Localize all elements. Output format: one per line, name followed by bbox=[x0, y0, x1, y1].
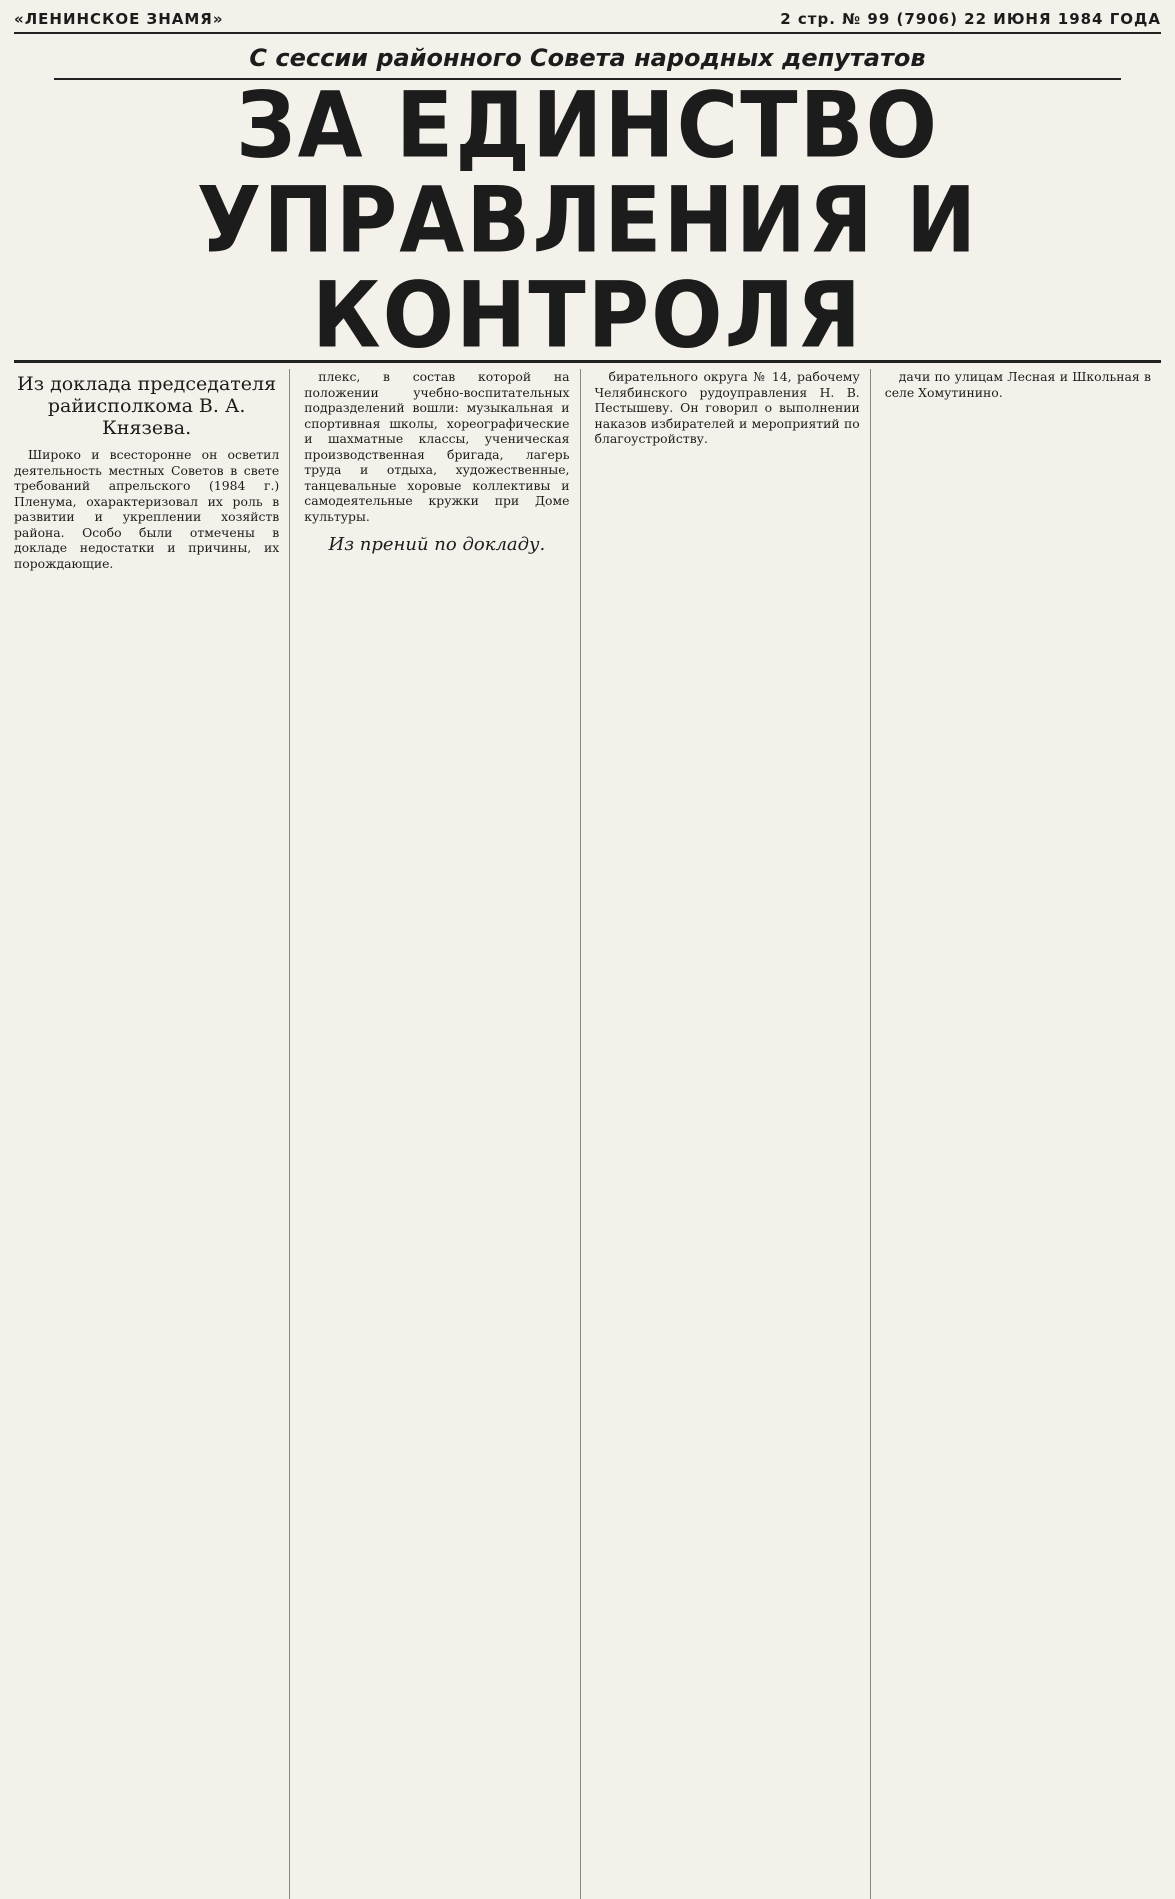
column-1 bbox=[14, 369, 290, 1899]
masthead bbox=[14, 10, 1161, 34]
column-2 bbox=[304, 369, 580, 1899]
report-subhead: Из доклада председателя райисполкома В. А. Князева. bbox=[17, 373, 277, 439]
column-4 bbox=[885, 369, 1161, 1899]
page-headline: ЗА ЕДИНСТВО УПРАВЛЕНИЯ И КОНТРОЛЯ bbox=[196, 72, 979, 368]
paper-name: «ЛЕНИНСКОЕ ЗНАМЯ» bbox=[14, 10, 224, 28]
column-2-text: плекс, в состав которой на положении учебно-воспитательных подразделений вошли: музыкальная и спортивная школы, хореографические и шахматные классы, ученическая производственная бригада, лагерь труда и отдыха, художественные, танцевальные хоровые коллективы и самодеятельные кружки при Доме культуры. bbox=[304, 369, 570, 524]
column-3-text: бирательного округа № 14, рабочему Челябинского рудоуправления Н. В. Пестышеву. Он говорил о выполнении наказов избирателей и мероприятий по благоустройству. bbox=[594, 369, 860, 446]
column-1-text: Широко и всесторонне он осветил деятельность местных Советов в свете требований апрельского (1984 г.) Пленума, охарактеризовал их роль в развитии и укреплении хозяйств района. Особо были отмечены в докладе недостатки и причины, их порождающие. bbox=[14, 447, 280, 571]
column-4-text: дачи по улицам Лесная и Школьная в селе Хомутинино. bbox=[884, 369, 1151, 400]
article-columns bbox=[14, 369, 1161, 1899]
debate-subhead: Из прений по докладу. bbox=[328, 534, 546, 555]
column-3 bbox=[595, 369, 871, 1899]
issue-info: 2 стр. № 99 (7906) 22 ИЮНЯ 1984 ГОДА bbox=[780, 10, 1161, 28]
section-rubric: С сессии районного Совета народных депутатов bbox=[249, 44, 926, 72]
